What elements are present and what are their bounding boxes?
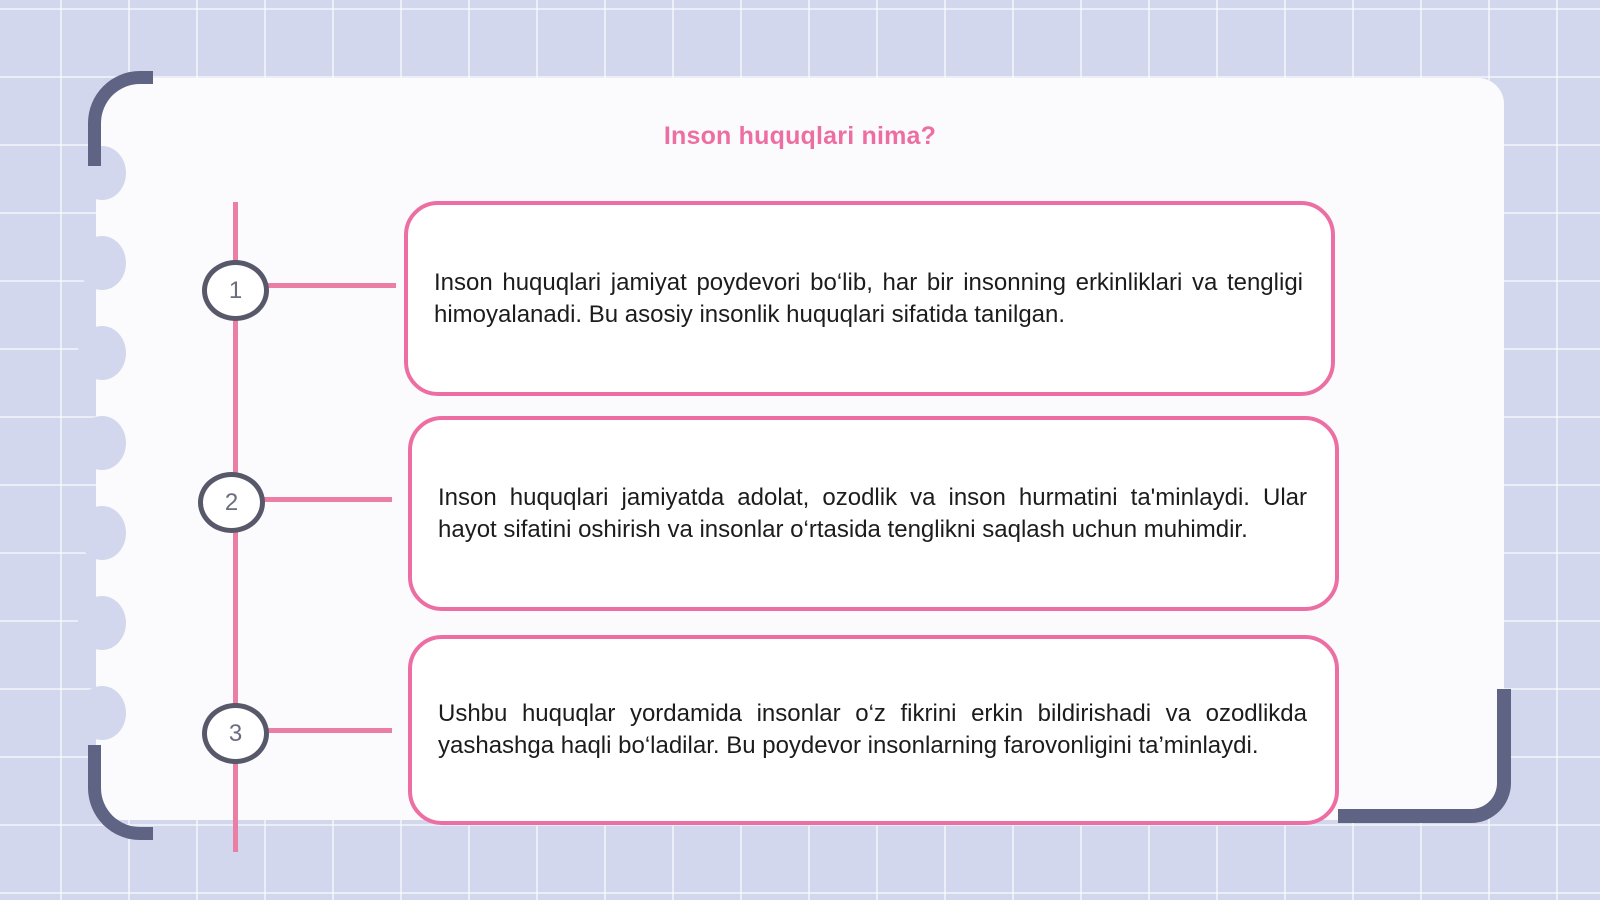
step-card (408, 416, 1339, 611)
notebook-perforation (78, 236, 126, 290)
slide-title: Inson huquqlari nima? (663, 122, 937, 150)
step-description: Inson huquqlari jamiyatda adolat, ozodlik va inson hurmatini ta'minlaydi. Ular hayot sifatini oshirish va insonlar o‘rtasida tenglikni saqlash uchun muhimdir. (438, 483, 1307, 543)
frame-corner-bottom-right (1338, 689, 1511, 823)
step-description: Inson huquqlari jamiyat poydevori bo‘lib, har bir insonning erkinliklari va tengligi himoyalanadi. Bu asosiy insonlik huquqlari sifatida tanilgan. (434, 268, 1303, 328)
timeline-connector (264, 728, 392, 733)
frame-corner-top-left (88, 71, 153, 166)
step-number-badge: 2 (198, 472, 265, 533)
notebook-perforation (78, 416, 126, 470)
timeline-connector (260, 497, 392, 502)
step-number-badge: 1 (202, 260, 269, 321)
notebook-perforation (78, 506, 126, 560)
step-card (408, 635, 1339, 825)
step-number-badge: 3 (202, 703, 269, 764)
frame-corner-bottom-left (88, 745, 153, 840)
step-description: Ushbu huquqlar yordamida insonlar o‘z fikrini erkin bildirishadi va ozodlikda yashashga haqli bo‘ladilar. Bu poydevor insonlarning farovonligini ta’minlaydi. (438, 700, 1307, 759)
notebook-perforation (78, 326, 126, 380)
timeline-connector (264, 283, 396, 288)
notebook-perforation (78, 596, 126, 650)
step-card (404, 201, 1335, 396)
notebook-perforation (78, 686, 126, 740)
